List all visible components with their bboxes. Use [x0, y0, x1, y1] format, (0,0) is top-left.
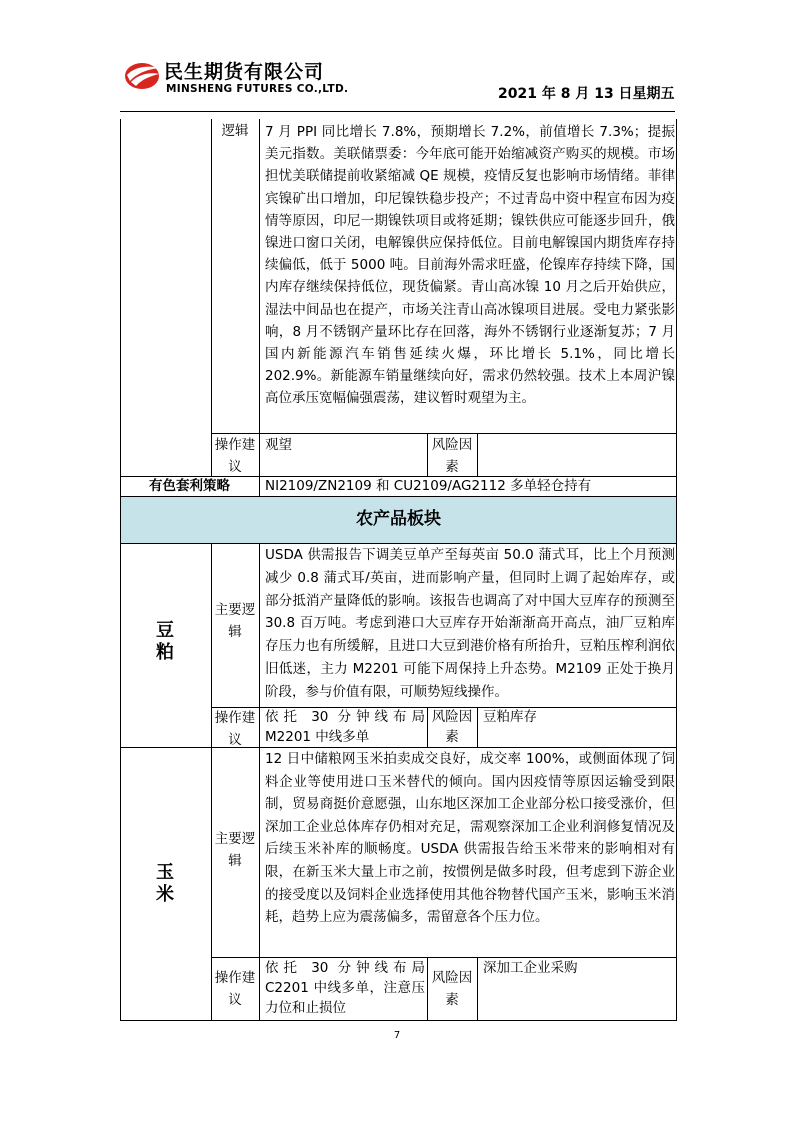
table-divider — [259, 476, 260, 496]
corn-risk-label: 风险因素 — [431, 970, 473, 1008]
corn-name: 玉米 — [156, 862, 174, 905]
table-border-right — [676, 119, 677, 1020]
header-rule — [120, 111, 675, 112]
nickel-logic-label: 逻辑 — [221, 123, 249, 139]
table-rule — [120, 1020, 677, 1021]
table-divider — [427, 433, 428, 476]
corn-logic-text: 12 日中储粮网玉米拍卖成交良好，成交率 100%，或侧面体现了饲料企业等使用进口玉米替代的倾向。国内因疫情等原因运输受到限制，贸易商挺价意愿强，山东地区深加工企业部分松口接受涨价，但深加工企业总体库存仍相对充足，需观察深加工企业利润修复情况及后续玉米补库的顺畅度。USDA 供需报告给玉米带来的影响相对有限，在新玉米大量上市之前，按惯例是做多时段，但考虑到下游企业的接受度以及饲料企业选择使用其他谷物替代国产玉米，影响玉米消耗，趋势上应为震荡偏多，需留意各个压力位。 — [265, 751, 675, 926]
soymeal-name: 豆粕 — [156, 620, 174, 663]
soymeal-risk-text: 豆粕库存 — [483, 709, 537, 725]
table-rule — [211, 707, 677, 708]
soymeal-logic-text: USDA 供需报告下调美豆单产至每英亩 50.0 蒲式耳，比上个月预测减少 0.8 蒲式耳/英亩，进而影响产量，但同时上调了起始库存，或部分抵消产量降低的影响。该报告也调高了对中国大豆库存的预测至 30.8 百万吨。考虑到港口大豆库存开始渐渐高开高点，油厂豆粕库存压力也有所缓解，且进口大豆到港价格有所抬升，豆粕压榨利润依旧低迷，主力 M2201 可能下周保持上升态势。M2109 正处于换月阶段，参与价值有限，可顺势短线操作。 — [265, 547, 675, 700]
table-divider — [477, 958, 478, 1020]
report-date: 2021 年 8 月 13 日星期五 — [498, 86, 675, 102]
soymeal-risk-label: 风险因素 — [431, 709, 473, 745]
nickel-risk-label: 风险因素 — [431, 437, 473, 474]
corn-op-text: 依托 30 分钟线布局 C2201 中线多单，注意压力位和止损位 — [265, 960, 425, 1016]
page-number: 7 — [393, 1030, 401, 1041]
nickel-op-label: 操作建议 — [214, 437, 256, 474]
corn-op-label: 操作建议 — [214, 970, 256, 1008]
table-divider — [211, 543, 212, 1020]
nickel-risk-text — [477, 434, 677, 474]
table-divider — [259, 543, 260, 1020]
table-divider — [477, 433, 478, 476]
soymeal-logic-label: 主要逻辑 — [214, 602, 256, 640]
table-divider — [259, 119, 260, 476]
corn-logic-label: 主要逻辑 — [214, 831, 256, 869]
nickel-op-text: 观望 — [265, 437, 292, 453]
company-logo — [122, 55, 367, 101]
table-rule — [120, 543, 677, 544]
table-rule — [120, 747, 677, 748]
corn-risk-text: 深加工企业采购 — [483, 960, 578, 976]
arbitrage-text: NI2109/ZN2109 和 CU2109/AG2112 多单轻仓持有 — [265, 478, 592, 494]
soymeal-op-label: 操作建议 — [214, 710, 256, 747]
nickel-logic-text: 7 月 PPI 同比增长 7.8%，预期增长 7.2%，前值增长 7.3%；提振美元指数。美联储票委：今年底可能开始缩减资产购买的规模。市场担忧美联储提前收紧缩减 QE 规模，疫情反复也影响市场情绪。菲律宾镍矿出口增加，印尼镍铁稳步投产；不过青岛中资中程宣布因为疫情等原因，印尼一期镍铁项目或将延期；镍铁供应可能逐步回升，俄镍进口窗口关闭，电解镍供应保持低位。目前电解镍国内期货库存持续偏低，低于 5000 吨。目前海外需求旺盛，伦镍库存持续下降，国内库存继续保持低位，现货偏紧。青山高冰镍 10 月之后开始供应，湿法中间品也在提产，市场关注青山高冰镍项目进展。受电力紧张影响，8 月不锈钢产量环比存在回落，海外不锈钢行业逐渐复苏；7 月国内新能源汽车销售延续火爆，环比增长 5.1%，同比增长 202.9%。新能源车销量继续向好，需求仍然较强。技术上本周沪镍高位承压宽幅偏强震荡，建议暂时观望为主。 — [265, 124, 675, 407]
table-divider — [211, 119, 212, 476]
company-name-en: MINSHENG FUTURES CO.,LTD. — [166, 83, 349, 95]
table-rule — [211, 957, 677, 958]
table-divider — [427, 707, 428, 747]
table-rule — [120, 476, 677, 477]
company-name-cn: 民生期货有限公司 — [164, 61, 325, 83]
section-title-agri: 农产品板块 — [121, 496, 676, 543]
minsheng-logo-icon — [122, 55, 162, 95]
arbitrage-label: 有色套利策略 — [149, 478, 230, 494]
soymeal-op-text: 依托 30 分钟线布局 M2201 中线多单 — [265, 709, 425, 745]
table-divider — [427, 958, 428, 1020]
table-border-left — [120, 119, 121, 1020]
table-divider — [477, 707, 478, 747]
table-rule — [211, 433, 677, 434]
table-rule — [120, 496, 677, 497]
